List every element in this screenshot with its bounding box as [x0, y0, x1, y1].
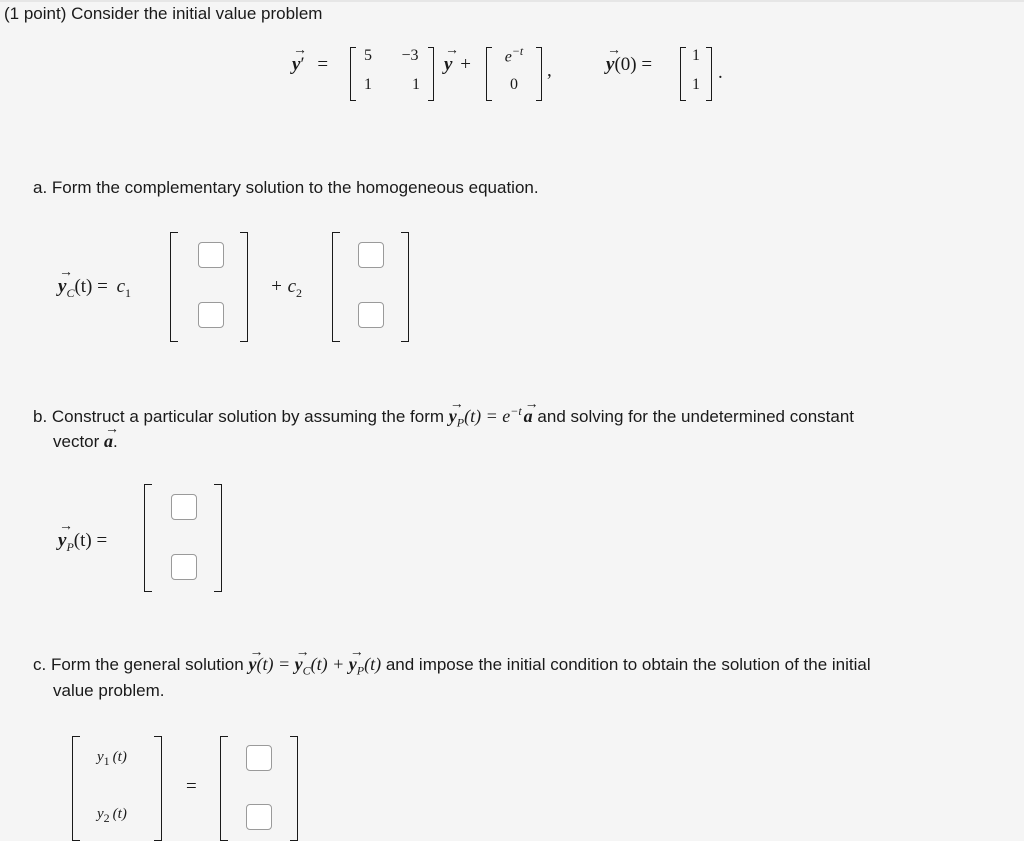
matrix-a-21: 1 [364, 76, 372, 93]
yc-vec2-top-input[interactable] [358, 242, 384, 268]
yc-vec2-bottom-input[interactable] [358, 302, 384, 328]
matrix-a-left-bracket [350, 47, 356, 101]
problem-intro: (1 point) Consider the initial value problem [4, 4, 323, 23]
forcing-left-bracket [486, 47, 492, 101]
ode-comma: , [547, 60, 552, 81]
part-a-plus-c2: + $c_2$ [270, 276, 303, 300]
y-vec-left-bracket [72, 736, 80, 841]
matrix-a-22: 1 [412, 76, 420, 93]
y-vec-right-bracket [154, 736, 162, 841]
y2-label: $y_2$ (t) [97, 806, 127, 825]
forcing-right-bracket [536, 47, 542, 101]
ivp-left-bracket [220, 736, 228, 841]
matrix-a-right-bracket [428, 47, 434, 101]
yp-top-input[interactable] [171, 494, 197, 520]
matrix-a-12: −3 [401, 47, 419, 64]
ivp-top-input[interactable] [246, 745, 272, 771]
yc-vec2-left-bracket [332, 232, 340, 342]
yc-vec1-left-bracket [170, 232, 178, 342]
matrix-a-11: 5 [364, 47, 372, 64]
part-b-line1: b. Construct a particular solution by assuming the form → $y_P(t) = e^{-t}\to a$ and solving for the undetermined constant [33, 397, 854, 437]
ic-top: 1 [692, 47, 700, 64]
ode-y-term: → y + [444, 54, 471, 76]
yp-left-bracket [144, 484, 152, 592]
yc-vec1-right-bracket [240, 232, 248, 342]
ic-period: . [718, 62, 723, 83]
part-b-line2: vector → a. [53, 427, 118, 456]
forcing-bottom: 0 [510, 76, 518, 93]
top-divider [0, 0, 1024, 2]
forcing-top: $e^{-t}$ [504, 44, 524, 66]
y1-label: $y_1$ (t) [97, 749, 127, 768]
part-a-lhs: → $y_C(t) = c_1$ [58, 276, 131, 301]
ode-lhs: → y′ = [292, 54, 328, 76]
part-c-line2: value problem. [53, 681, 165, 700]
part-c-line1: c. Form the general solution → y(t) = → $y_C(t)$ + → $y_P(t)$ and impose the initial condition to obtain the solution of the initial [33, 650, 871, 685]
yc-vec1-top-input[interactable] [198, 242, 224, 268]
yc-vec1-bottom-input[interactable] [198, 302, 224, 328]
ic-bottom: 1 [692, 76, 700, 93]
ivp-right-bracket [290, 736, 298, 841]
yp-right-bracket [214, 484, 222, 592]
part-b-lhs: → $y_P(t)$ = [58, 530, 107, 555]
ic-right-bracket [706, 47, 712, 101]
part-c-equals: = [186, 776, 197, 797]
ivp-bottom-input[interactable] [246, 804, 272, 830]
ic-left-bracket [680, 47, 686, 101]
part-a-label: a. Form the complementary solution to the homogeneous equation. [33, 178, 539, 197]
yp-bottom-input[interactable] [171, 554, 197, 580]
yc-vec2-right-bracket [401, 232, 409, 342]
ic-lhs: → y(0) = [606, 54, 652, 76]
